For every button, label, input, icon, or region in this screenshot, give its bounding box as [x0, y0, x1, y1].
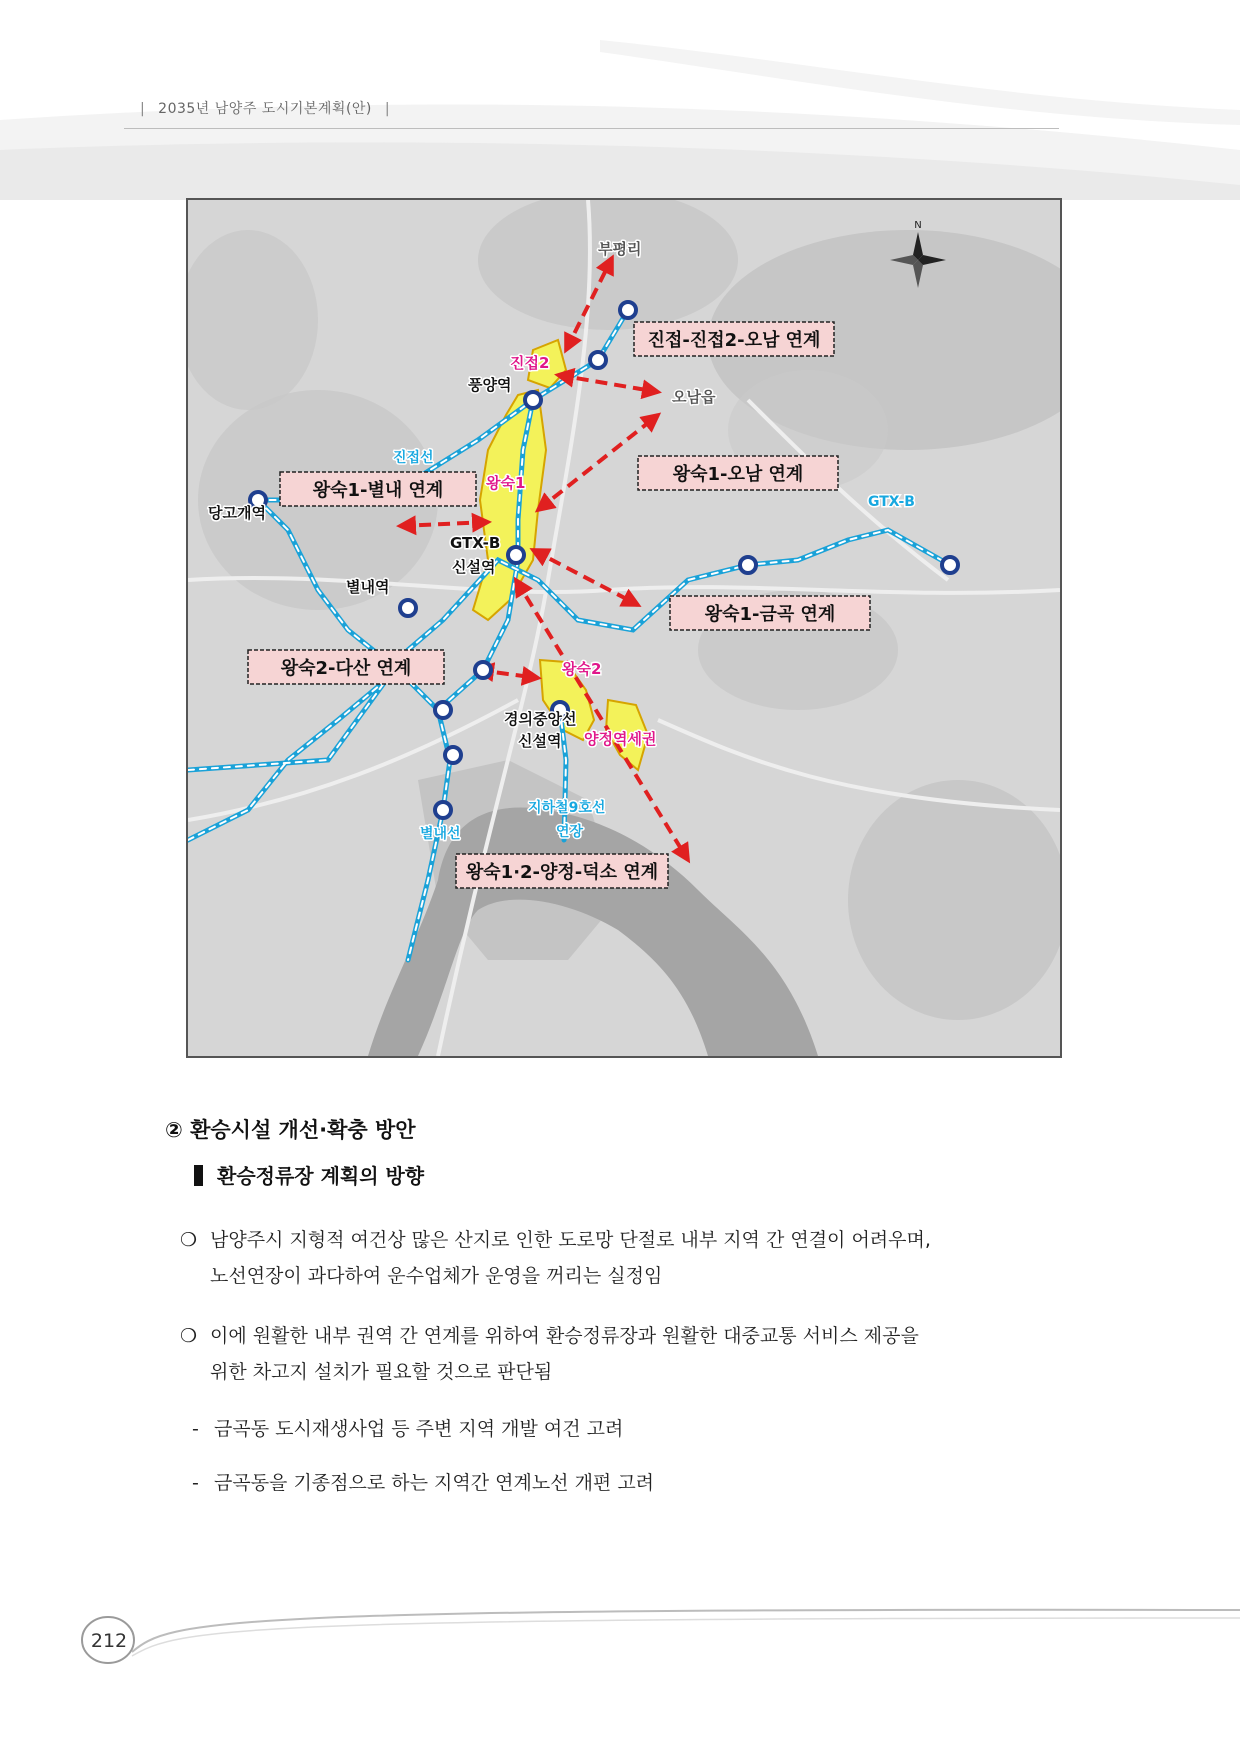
sub-title-text: 환승정류장 계획의 방향 — [217, 1164, 425, 1188]
label-box-wangsuk1-byeollae — [280, 472, 476, 506]
dash-item-2-text: 금곡동을 기종점으로 하는 지역간 연계노선 개편 고려 — [214, 1472, 655, 1494]
svg-text:왕숙1-오남 연계: 왕숙1-오남 연계 — [672, 464, 804, 485]
label-box-jinjeop-onam — [634, 322, 834, 356]
dash-mark: - — [192, 1418, 199, 1440]
bullet-2-line-2: 위한 차고지 설치가 필요할 것으로 판단됨 — [210, 1361, 553, 1383]
station-label-gyeongui-1: 경의중앙선 — [504, 710, 577, 728]
zone-label-wangsuk2: 왕숙2 — [562, 660, 602, 678]
station-onam — [590, 352, 606, 368]
svg-text:왕숙2-다산 연계: 왕숙2-다산 연계 — [280, 658, 412, 679]
map-canvas — [188, 200, 1060, 1056]
svg-text:왕숙1-별내 연계: 왕숙1-별내 연계 — [312, 480, 444, 501]
header-rule — [124, 128, 1059, 129]
station-dasan — [435, 702, 451, 718]
page-number: 212 — [90, 1630, 128, 1652]
label-box-wangsuk12-deokso — [456, 854, 668, 888]
line-label-subway9-2: 연장 — [556, 824, 584, 840]
station-maseok — [942, 557, 958, 573]
square-bullet-icon — [194, 1165, 203, 1186]
station-label-gtxb-2: 신설역 — [452, 558, 496, 576]
footer-swoosh-decoration — [70, 1600, 1240, 1680]
station-guri — [445, 747, 461, 763]
line-label-subway9-1: 지하철9호선 — [528, 800, 606, 816]
dash-mark: - — [192, 1472, 199, 1494]
running-head — [132, 98, 398, 118]
zone-label-jinjeop2: 진접2 — [510, 354, 550, 372]
zone-label-wangsuk1: 왕숙1 — [486, 474, 526, 492]
station-label-pungyang: 풍양역 — [468, 376, 512, 394]
dash-item-1 — [192, 1414, 623, 1441]
station-label-gyeongui-2: 신설역 — [518, 732, 562, 750]
station-galmae — [435, 802, 451, 818]
running-head-title: 2035년 남양주 도시기본계획(안) — [158, 101, 372, 117]
circle-bullet-icon: ❍ — [180, 1229, 198, 1251]
station-label-danggogae: 당고개역 — [208, 504, 266, 522]
station-pyeongnae — [740, 557, 756, 573]
sub-title — [194, 1160, 424, 1189]
label-box-wangsuk1-geumgok — [670, 596, 870, 630]
label-box-wangsuk1-onam — [638, 456, 838, 490]
station-jinjeop — [620, 302, 636, 318]
svg-text:왕숙1-금곡 연계: 왕숙1-금곡 연계 — [704, 604, 836, 625]
place-label-bupyeong: 부평리 — [598, 240, 642, 258]
circle-bullet-icon: ❍ — [180, 1325, 198, 1347]
bullet-1-line-1: 남양주시 지형적 여건상 많은 산지로 인한 도로망 단절로 내부 지역 간 연결이 어려우며, — [210, 1229, 931, 1251]
label-box-wangsuk2-dasan — [248, 650, 444, 684]
line-label-byeollae: 별내선 — [420, 826, 461, 842]
bullet-1-line-2: 노선연장이 과다하여 운수업체가 운영을 꺼리는 실정임 — [210, 1265, 663, 1287]
bullet-2-line-1: 이에 원활한 내부 권역 간 연계를 위하여 환승정류장과 원활한 대중교통 서비스 제공을 — [210, 1325, 919, 1347]
station-label-byeollae: 별내역 — [346, 578, 390, 596]
svg-text:왕숙1·2-양정-덕소 연계: 왕숙1·2-양정-덕소 연계 — [465, 862, 659, 883]
zone-label-yangjeong: 양정역세권 — [584, 730, 657, 748]
line-label-gtxb: GTX-B — [868, 494, 915, 510]
station-gtxb-new — [508, 547, 524, 563]
running-head-bar-right: | — [384, 101, 391, 117]
station-byeollae — [400, 600, 416, 616]
running-head-bar-left: | — [140, 101, 146, 117]
transit-link-map — [186, 198, 1062, 1058]
bullet-paragraph-2 — [180, 1318, 1060, 1390]
station-pungyang — [525, 392, 541, 408]
dash-item-1-text: 금곡동 도시재생사업 등 주변 지역 개발 여건 고려 — [214, 1418, 624, 1440]
station-label-gtxb-1: GTX-B — [450, 534, 501, 552]
section-title: ② 환승시설 개선·확충 방안 — [165, 1118, 416, 1142]
compass-north-label: N — [914, 220, 922, 231]
station-byeollae-byeollae — [475, 662, 491, 678]
line-label-jinjeop: 진접선 — [393, 450, 434, 466]
svg-text:진접-진접2-오남 연계: 진접-진접2-오남 연계 — [647, 330, 821, 351]
place-label-onam: 오남읍 — [672, 388, 716, 406]
dash-item-2 — [192, 1468, 654, 1495]
bullet-paragraph-1 — [180, 1222, 1060, 1294]
